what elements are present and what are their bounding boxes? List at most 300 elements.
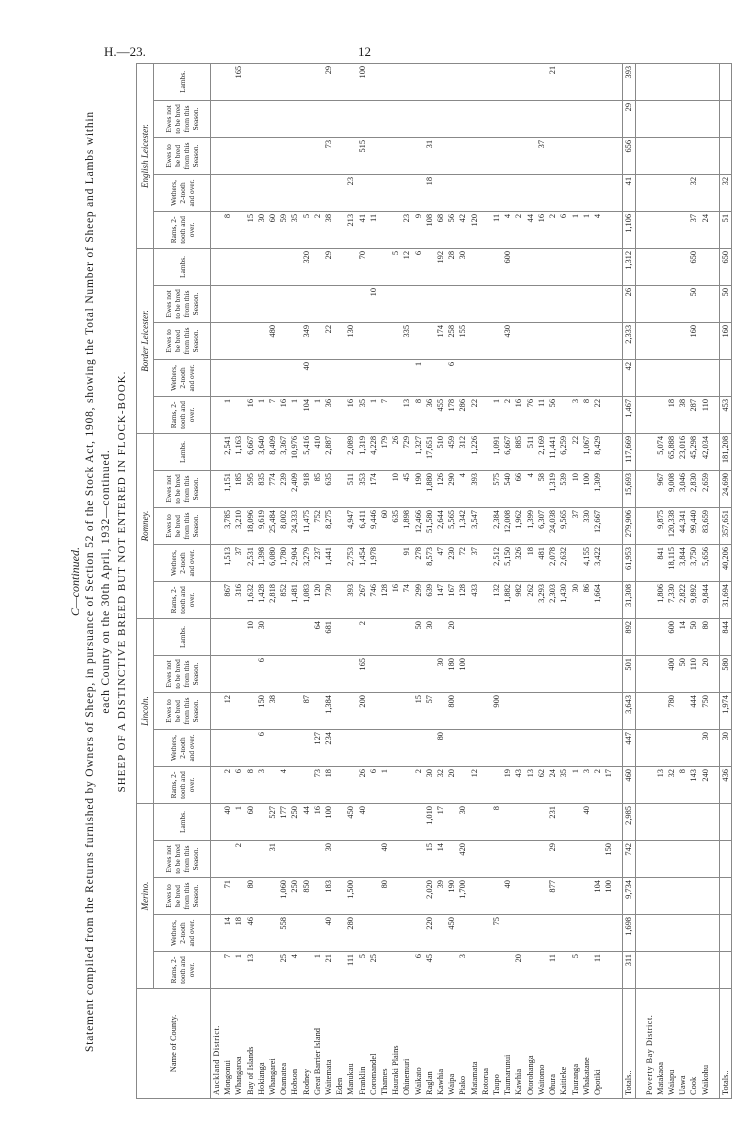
table-cell <box>469 285 480 322</box>
table-cell <box>368 878 379 915</box>
table-cell <box>491 322 502 359</box>
table-cell <box>345 693 356 730</box>
table-cell <box>655 285 666 322</box>
table-cell: 132 <box>491 582 502 619</box>
table-cell <box>390 359 401 396</box>
table-cell: 44 <box>301 804 312 841</box>
table-cell <box>525 248 536 285</box>
table-cell <box>233 359 244 396</box>
table-cell: 11 <box>368 211 379 248</box>
table-cell <box>558 804 569 841</box>
table-cell <box>592 656 603 693</box>
table-cell <box>267 767 278 804</box>
table-cell: 1 <box>379 767 390 804</box>
breed-header: Lincoln. <box>137 619 154 804</box>
table-cell: 57 <box>424 693 435 730</box>
table-cell <box>368 915 379 952</box>
table-cell: 1,700 <box>457 878 468 915</box>
table-cell: 30 <box>256 619 267 656</box>
county-name: Hauraki Plains <box>390 989 401 1099</box>
table-cell <box>278 359 289 396</box>
table-cell <box>581 952 592 989</box>
table-cell <box>502 359 513 396</box>
table-cell <box>424 322 435 359</box>
table-cell: 2 <box>357 619 368 656</box>
table-cell <box>233 174 244 211</box>
table-cell: 47 <box>435 545 446 582</box>
county-name: Whangaroa <box>233 989 244 1099</box>
table-cell <box>570 100 581 137</box>
table-cell <box>719 952 731 989</box>
table-cell <box>256 63 267 100</box>
table-cell <box>592 322 603 359</box>
column-header: Rams, 2-tooth and over. <box>154 582 211 619</box>
table-cell <box>570 137 581 174</box>
table-cell <box>368 656 379 693</box>
table-cell <box>289 656 300 693</box>
table-cell <box>289 100 300 137</box>
table-cell <box>581 841 592 878</box>
table-cell: 237 <box>312 545 323 582</box>
table-cell: 11,441 <box>547 433 558 470</box>
table-cell: 2,887 <box>323 433 334 470</box>
table-cell <box>245 137 256 174</box>
table-cell <box>267 359 278 396</box>
table-cell: 17 <box>435 804 446 841</box>
table-cell: 58 <box>536 471 547 508</box>
table-cell: 120,338 <box>666 508 677 545</box>
table-cell <box>457 767 468 804</box>
breed-header: Merino. <box>137 804 154 989</box>
table-cell <box>278 841 289 878</box>
table-cell <box>401 100 412 137</box>
table-cell <box>323 656 334 693</box>
table-cell <box>655 63 666 100</box>
table-cell: 1,780 <box>278 545 289 582</box>
table-cell <box>719 100 731 137</box>
table-cell: 26 <box>623 285 635 322</box>
table-cell <box>424 63 435 100</box>
table-cell <box>700 841 711 878</box>
table-cell <box>233 396 244 433</box>
table-cell: 326 <box>513 545 524 582</box>
table-cell: 650 <box>719 248 731 285</box>
table-cell: 12,008 <box>502 508 513 545</box>
table-cell <box>233 878 244 915</box>
table-cell: 13 <box>525 767 536 804</box>
column-header: Wethers, 2-tooth and over. <box>154 174 211 211</box>
table-cell <box>666 878 677 915</box>
table-cell <box>513 693 524 730</box>
table-row <box>581 63 592 1098</box>
table-cell <box>357 730 368 767</box>
table-cell: 8 <box>222 211 233 248</box>
table-cell: 656 <box>623 137 635 174</box>
table-cell: 2,512 <box>491 545 502 582</box>
table-cell: 250 <box>289 878 300 915</box>
table-row <box>390 63 401 1098</box>
table-cell <box>457 915 468 952</box>
table-cell <box>719 841 731 878</box>
table-cell <box>390 619 401 656</box>
table-cell <box>334 656 345 693</box>
table-cell <box>334 63 345 100</box>
table-cell <box>700 915 711 952</box>
table-cell: 22 <box>323 322 334 359</box>
table-cell <box>700 804 711 841</box>
table-cell <box>413 841 424 878</box>
table-cell <box>289 767 300 804</box>
table-cell: 165 <box>233 63 244 100</box>
table-cell <box>401 174 412 211</box>
table-cell <box>334 471 345 508</box>
county-name: Kawhia <box>435 989 446 1099</box>
table-cell <box>677 878 688 915</box>
table-cell <box>267 285 278 322</box>
table-cell: 31 <box>424 137 435 174</box>
table-cell <box>536 174 547 211</box>
table-cell <box>469 804 480 841</box>
table-cell <box>435 359 446 396</box>
table-cell: 1 <box>570 211 581 248</box>
table-cell: 10 <box>368 285 379 322</box>
table-cell: 178 <box>446 396 457 433</box>
table-cell: 117,669 <box>623 433 635 470</box>
table-row <box>513 63 524 1098</box>
table-cell <box>558 656 569 693</box>
table-cell: 80 <box>379 878 390 915</box>
rotated-page-content <box>68 64 730 1099</box>
county-name: Otamatea <box>278 989 289 1099</box>
table-cell: 635 <box>390 508 401 545</box>
table-cell: 30 <box>424 619 435 656</box>
table-cell: 6 <box>558 211 569 248</box>
county-name: Bay of Islands <box>245 989 256 1099</box>
table-cell: 6 <box>446 359 457 396</box>
table-cell <box>603 656 614 693</box>
table-cell <box>222 619 233 656</box>
table-cell: 68 <box>435 211 446 248</box>
table-cell: 11 <box>547 952 558 989</box>
table-cell: 231 <box>547 804 558 841</box>
table-cell: 8,573 <box>424 545 435 582</box>
table-cell <box>570 915 581 952</box>
table-cell <box>655 656 666 693</box>
table-cell: 580 <box>719 656 731 693</box>
table-cell <box>536 878 547 915</box>
table-cell <box>666 100 677 137</box>
table-cell <box>558 878 569 915</box>
table-cell <box>700 359 711 396</box>
table-cell <box>677 693 688 730</box>
table-cell: 1,309 <box>592 471 603 508</box>
table-cell: 1,632 <box>245 582 256 619</box>
table-cell: 6 <box>368 767 379 804</box>
table-cell: 37 <box>688 211 699 248</box>
table-cell <box>536 915 547 952</box>
table-cell: 1,430 <box>558 582 569 619</box>
table-cell: 30 <box>570 582 581 619</box>
table-row <box>603 63 614 1098</box>
table-cell: 650 <box>688 248 699 285</box>
table-cell: 1 <box>368 396 379 433</box>
table-row <box>502 63 513 1098</box>
table-cell: 32 <box>435 767 446 804</box>
table-cell <box>525 730 536 767</box>
table-cell <box>267 878 278 915</box>
table-cell <box>379 693 390 730</box>
table-cell: 177 <box>278 804 289 841</box>
table-cell: 32 <box>666 767 677 804</box>
table-cell: 110 <box>688 656 699 693</box>
table-cell: 742 <box>623 841 635 878</box>
column-header: Rams, 2-tooth and over. <box>154 767 211 804</box>
table-cell <box>256 841 267 878</box>
column-header: Lambs. <box>154 248 211 285</box>
table-cell <box>547 730 558 767</box>
table-cell: 1,106 <box>623 211 635 248</box>
table-cell <box>581 693 592 730</box>
table-cell: 8 <box>677 767 688 804</box>
table-cell <box>469 359 480 396</box>
table-cell: 111 <box>345 952 356 989</box>
table-cell: 4,155 <box>581 545 592 582</box>
table-cell <box>289 693 300 730</box>
table-cell <box>256 804 267 841</box>
table-cell: 6,667 <box>245 433 256 470</box>
table-cell: 240 <box>700 767 711 804</box>
table-cell <box>390 878 401 915</box>
table-cell <box>525 841 536 878</box>
table-cell: 1,454 <box>357 545 368 582</box>
table-cell <box>256 952 267 989</box>
table-cell <box>525 656 536 693</box>
table-cell: 835 <box>256 471 267 508</box>
table-cell: 1,467 <box>623 396 635 433</box>
table-cell <box>688 915 699 952</box>
table-cell: 160 <box>688 322 699 359</box>
table-cell <box>603 433 614 470</box>
table-cell: 558 <box>278 915 289 952</box>
table-cell <box>446 841 457 878</box>
table-cell: 1 <box>289 396 300 433</box>
table-cell <box>233 285 244 322</box>
table-cell <box>401 767 412 804</box>
table-cell: 25 <box>368 952 379 989</box>
table-cell <box>233 248 244 285</box>
table-cell <box>357 915 368 952</box>
table-cell <box>289 248 300 285</box>
table-cell <box>289 730 300 767</box>
table-cell: 877 <box>547 878 558 915</box>
table-cell <box>334 100 345 137</box>
table-cell <box>677 804 688 841</box>
table-cell: 1,010 <box>424 804 435 841</box>
table-cell <box>334 137 345 174</box>
table-cell <box>700 878 711 915</box>
table-cell <box>390 100 401 137</box>
table-cell: 24 <box>547 767 558 804</box>
county-name: Rotorua <box>480 989 491 1099</box>
table-cell <box>525 174 536 211</box>
table-cell: 2,659 <box>700 471 711 508</box>
table-cell: 1,083 <box>301 582 312 619</box>
table-cell <box>469 915 480 952</box>
table-cell: 1,060 <box>278 878 289 915</box>
table-cell <box>536 804 547 841</box>
table-cell: 595 <box>245 471 256 508</box>
table-cell <box>677 841 688 878</box>
table-cell <box>312 841 323 878</box>
table-cell: 3 <box>570 396 581 433</box>
table-cell: 37 <box>233 545 244 582</box>
table-cell <box>323 359 334 396</box>
table-cell: 100 <box>603 878 614 915</box>
table-cell: 100 <box>357 63 368 100</box>
section-title: SHEEP OF A DISTINCTIVE BREED BUT NOT ENTERED IN FLOCK-BOOK. <box>116 370 128 793</box>
table-cell <box>570 285 581 322</box>
table-cell: 6 <box>256 730 267 767</box>
table-cell: 16 <box>278 396 289 433</box>
table-cell: 800 <box>446 693 457 730</box>
table-cell <box>334 619 345 656</box>
table-cell <box>655 100 666 137</box>
table-cell <box>592 248 603 285</box>
table-cell: 42 <box>623 359 635 396</box>
table-cell <box>603 952 614 989</box>
table-cell <box>513 248 524 285</box>
table-cell <box>457 693 468 730</box>
table-cell: 7 <box>379 396 390 433</box>
table-cell <box>233 322 244 359</box>
table-cell <box>222 322 233 359</box>
table-cell <box>480 730 491 767</box>
column-header: Wethers, 2-tooth and over. <box>154 545 211 582</box>
table-cell: 4 <box>525 471 536 508</box>
table-cell <box>457 63 468 100</box>
table-cell: 127 <box>312 730 323 767</box>
table-cell: 32 <box>688 174 699 211</box>
table-cell <box>469 63 480 100</box>
table-cell <box>525 619 536 656</box>
table-cell <box>677 952 688 989</box>
county-name: Piako <box>457 989 468 1099</box>
table-cell: 11 <box>491 211 502 248</box>
table-cell: 3,367 <box>278 433 289 470</box>
table-cell <box>401 952 412 989</box>
table-cell <box>581 248 592 285</box>
table-cell <box>278 285 289 322</box>
table-cell: 527 <box>267 804 278 841</box>
table-cell <box>312 248 323 285</box>
table-cell <box>401 804 412 841</box>
table-cell <box>357 359 368 396</box>
table-cell: 20 <box>446 767 457 804</box>
table-cell: 104 <box>301 396 312 433</box>
table-cell <box>301 767 312 804</box>
table-cell: 13 <box>401 396 412 433</box>
table-cell: 278 <box>413 545 424 582</box>
table-cell: 1,384 <box>323 693 334 730</box>
table-cell: 21 <box>547 63 558 100</box>
table-cell <box>222 359 233 396</box>
district-heading-row <box>211 63 223 1098</box>
table-cell <box>435 63 446 100</box>
table-cell <box>267 63 278 100</box>
table-cell <box>536 693 547 730</box>
table-cell: 18 <box>666 396 677 433</box>
table-cell <box>491 619 502 656</box>
table-row <box>655 63 666 1098</box>
table-cell <box>655 248 666 285</box>
table-cell <box>334 211 345 248</box>
table-cell <box>558 915 569 952</box>
table-cell: 100 <box>323 804 334 841</box>
table-cell: 6,307 <box>536 508 547 545</box>
table-cell <box>581 137 592 174</box>
table-cell: 20 <box>513 952 524 989</box>
table-cell: 17,651 <box>424 433 435 470</box>
table-cell: 850 <box>301 878 312 915</box>
table-cell <box>700 322 711 359</box>
table-cell <box>677 100 688 137</box>
table-cell <box>245 174 256 211</box>
county-name: Manukau <box>345 989 356 1099</box>
table-cell: 2,753 <box>345 545 356 582</box>
table-cell <box>480 915 491 952</box>
table-cell <box>677 211 688 248</box>
table-cell <box>677 730 688 767</box>
table-cell: 12,667 <box>592 508 603 545</box>
table-cell: 885 <box>513 433 524 470</box>
table-cell <box>446 804 457 841</box>
table-row <box>301 63 312 1098</box>
table-cell <box>603 508 614 545</box>
table-cell <box>401 841 412 878</box>
table-cell <box>469 100 480 137</box>
table-cell: 65,888 <box>666 433 677 470</box>
table-cell <box>581 656 592 693</box>
table-cell: 335 <box>401 322 412 359</box>
table-row <box>424 63 435 1098</box>
table-cell: 147 <box>435 582 446 619</box>
table-cell <box>491 730 502 767</box>
table-cell <box>278 248 289 285</box>
table-cell <box>446 174 457 211</box>
table-cell <box>513 285 524 322</box>
table-cell: 844 <box>719 619 731 656</box>
table-cell <box>390 396 401 433</box>
table-cell: 2 <box>547 211 558 248</box>
table-cell: 60 <box>245 804 256 841</box>
table-cell <box>446 63 457 100</box>
table-cell <box>491 285 502 322</box>
table-cell <box>502 915 513 952</box>
table-cell: 1 <box>256 396 267 433</box>
table-cell <box>379 322 390 359</box>
table-cell: 13 <box>655 767 666 804</box>
table-cell: 2 <box>502 396 513 433</box>
table-cell <box>267 952 278 989</box>
table-cell <box>278 137 289 174</box>
table-row <box>446 63 457 1098</box>
table-cell: 61,953 <box>623 545 635 582</box>
table-cell: 128 <box>457 582 468 619</box>
table-cell: 60 <box>267 211 278 248</box>
table-cell: 18,115 <box>666 545 677 582</box>
table-cell <box>655 174 666 211</box>
table-cell <box>267 248 278 285</box>
